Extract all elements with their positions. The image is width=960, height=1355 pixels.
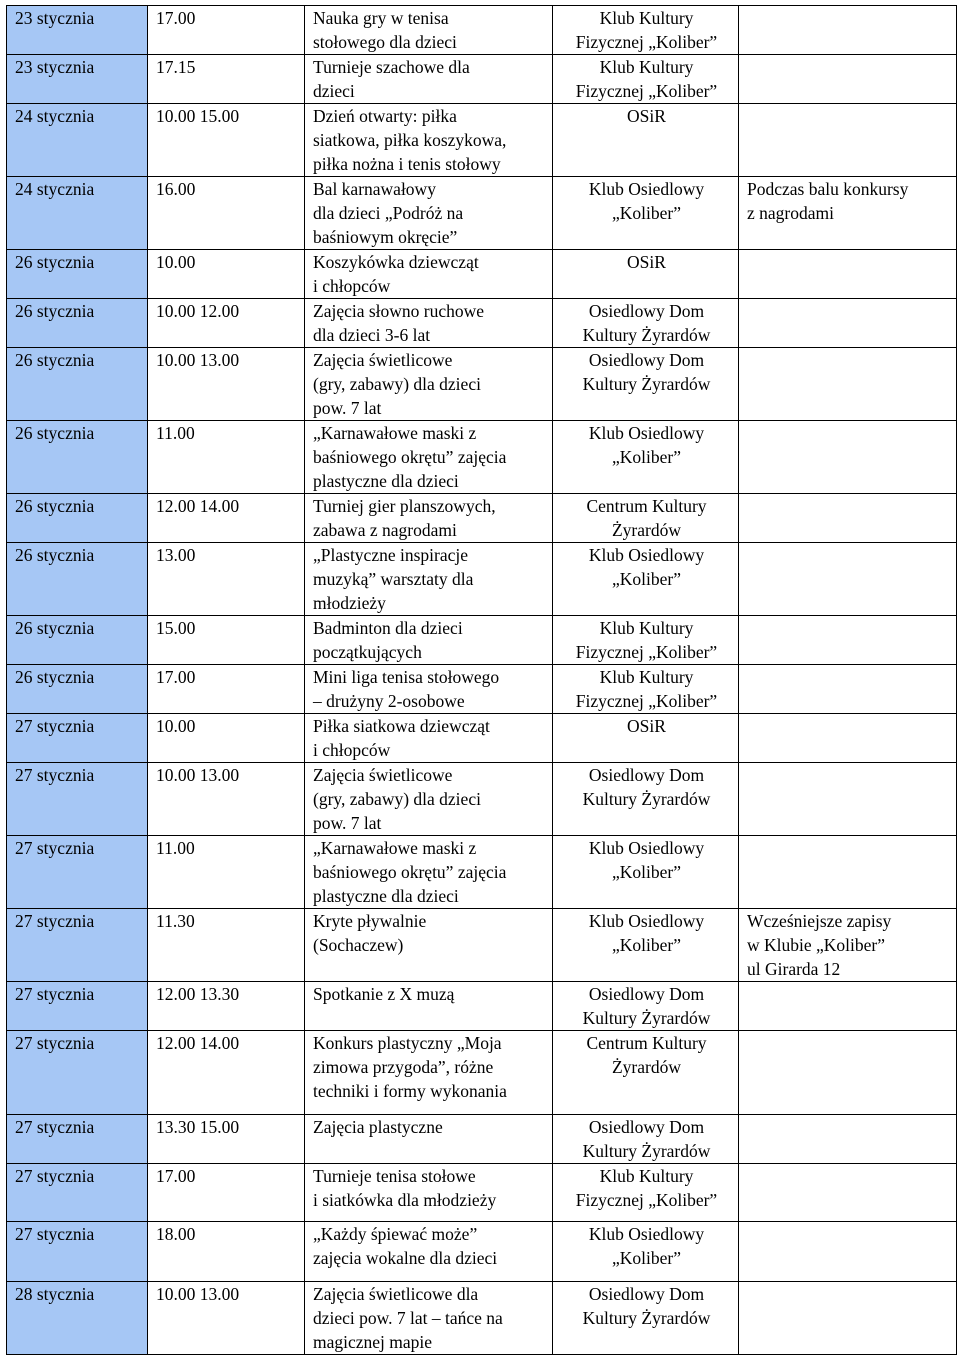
event-time-cell bbox=[148, 348, 305, 421]
event-notes-cell bbox=[739, 763, 957, 836]
event-notes-cell bbox=[739, 104, 957, 177]
event-date-cell bbox=[7, 982, 148, 1031]
event-date-cell bbox=[7, 1164, 148, 1222]
event-date: 26 stycznia bbox=[15, 252, 95, 272]
table-row bbox=[7, 494, 957, 543]
event-time-cell bbox=[148, 763, 305, 836]
event-date-cell bbox=[7, 299, 148, 348]
event-venue: Klub Kultury Fizycznej „Koliber” bbox=[575, 618, 718, 662]
event-venue-cell bbox=[553, 299, 739, 348]
event-time: 11.30 bbox=[156, 911, 195, 931]
event-date-cell bbox=[7, 250, 148, 299]
event-notes-cell bbox=[739, 1031, 957, 1115]
event-notes-cell bbox=[739, 421, 957, 494]
event-description: Kryte pływalnie (Sochaczew) bbox=[313, 911, 427, 955]
event-description: Zajęcia świetlicowe (gry, zabawy) dla dzieci pow. 7 lat bbox=[313, 765, 481, 833]
event-notes-cell bbox=[739, 1222, 957, 1282]
event-description: Bal karnawałowy dla dzieci „Podróż na baśniowym okręcie” bbox=[313, 179, 464, 247]
event-venue-cell bbox=[553, 421, 739, 494]
event-venue-cell bbox=[553, 1164, 739, 1222]
event-venue: Osiedlowy Dom Kultury Żyrardów bbox=[582, 984, 711, 1028]
table-row bbox=[7, 1115, 957, 1164]
event-notes-cell bbox=[739, 6, 957, 55]
event-venue-cell bbox=[553, 494, 739, 543]
event-date: 27 stycznia bbox=[15, 1166, 95, 1186]
table-row bbox=[7, 616, 957, 665]
event-notes-cell bbox=[739, 665, 957, 714]
event-description-cell bbox=[305, 494, 553, 543]
table-row bbox=[7, 714, 957, 763]
event-description: Zajęcia słowno ruchowe dla dzieci 3-6 lat bbox=[313, 301, 485, 345]
event-time: 13.00 bbox=[156, 545, 196, 565]
event-description: Turnieje tenisa stołowe i siatkówka dla młodzieży bbox=[313, 1166, 497, 1210]
event-description-cell bbox=[305, 763, 553, 836]
event-notes-cell bbox=[739, 1282, 957, 1355]
event-time: 17.00 bbox=[156, 667, 196, 687]
event-description: Zajęcia świetlicowe (gry, zabawy) dla dzieci pow. 7 lat bbox=[313, 350, 481, 418]
event-date-cell bbox=[7, 1282, 148, 1355]
event-notes-cell bbox=[739, 348, 957, 421]
event-time: 16.00 bbox=[156, 179, 196, 199]
event-venue: Klub Osiedlowy „Koliber” bbox=[588, 1224, 705, 1268]
table-row bbox=[7, 1222, 957, 1282]
table-row bbox=[7, 1164, 957, 1222]
event-description-cell bbox=[305, 250, 553, 299]
event-date-cell bbox=[7, 763, 148, 836]
event-venue: Klub Osiedlowy „Koliber” bbox=[588, 423, 705, 467]
event-venue: OSiR bbox=[627, 716, 666, 736]
event-date: 27 stycznia bbox=[15, 911, 95, 931]
event-date: 23 stycznia bbox=[15, 8, 95, 28]
event-description: Turniej gier planszowych, zabawa z nagrodami bbox=[313, 496, 496, 540]
event-notes-cell bbox=[739, 55, 957, 104]
event-time: 11.00 bbox=[156, 838, 195, 858]
event-description-cell bbox=[305, 299, 553, 348]
event-description-cell bbox=[305, 616, 553, 665]
event-venue-cell bbox=[553, 665, 739, 714]
event-date: 26 stycznia bbox=[15, 496, 95, 516]
event-time-cell bbox=[148, 1115, 305, 1164]
event-description-cell bbox=[305, 1282, 553, 1355]
event-venue: Osiedlowy Dom Kultury Żyrardów bbox=[582, 765, 711, 809]
event-time-cell bbox=[148, 1222, 305, 1282]
event-description-cell bbox=[305, 665, 553, 714]
event-venue: Klub Osiedlowy „Koliber” bbox=[588, 838, 705, 882]
event-time-cell bbox=[148, 1282, 305, 1355]
event-venue-cell bbox=[553, 763, 739, 836]
table-row bbox=[7, 250, 957, 299]
event-venue-cell bbox=[553, 250, 739, 299]
event-date-cell bbox=[7, 1222, 148, 1282]
event-date-cell bbox=[7, 543, 148, 616]
event-description-cell bbox=[305, 543, 553, 616]
event-notes-cell bbox=[739, 543, 957, 616]
event-time-cell bbox=[148, 250, 305, 299]
event-venue: Klub Osiedlowy „Koliber” bbox=[588, 911, 705, 955]
event-notes: Wcześniejsze zapisy w Klubie „Koliber” ul Girarda 12 bbox=[747, 911, 892, 979]
event-date-cell bbox=[7, 616, 148, 665]
event-date-cell bbox=[7, 1031, 148, 1115]
event-description: Nauka gry w tenisa stołowego dla dzieci bbox=[313, 8, 457, 52]
event-date: 26 stycznia bbox=[15, 667, 95, 687]
event-date: 26 stycznia bbox=[15, 423, 95, 443]
table-row bbox=[7, 348, 957, 421]
event-description: Konkurs plastyczny „Moja zimowa przygoda”, różne techniki i formy wykonania bbox=[313, 1033, 507, 1101]
event-date: 26 stycznia bbox=[15, 545, 95, 565]
event-date-cell bbox=[7, 177, 148, 250]
event-time-cell bbox=[148, 494, 305, 543]
event-time: 11.00 bbox=[156, 423, 195, 443]
table-row bbox=[7, 421, 957, 494]
event-description: Zajęcia plastyczne bbox=[313, 1117, 443, 1137]
event-time-cell bbox=[148, 1164, 305, 1222]
event-venue-cell bbox=[553, 1031, 739, 1115]
event-description: Badminton dla dzieci początkujących bbox=[313, 618, 463, 662]
event-description: „Plastyczne inspiracje muzyką” warsztaty dla młodzieży bbox=[313, 545, 474, 613]
event-description-cell bbox=[305, 55, 553, 104]
event-venue-cell bbox=[553, 714, 739, 763]
table-row bbox=[7, 836, 957, 909]
event-time-cell bbox=[148, 982, 305, 1031]
event-description: „Karnawałowe maski z baśniowego okrętu” zajęcia plastyczne dla dzieci bbox=[313, 838, 507, 906]
event-date: 27 stycznia bbox=[15, 1033, 95, 1053]
event-time: 10.00 bbox=[156, 716, 196, 736]
event-venue-cell bbox=[553, 348, 739, 421]
table-row bbox=[7, 1031, 957, 1115]
event-venue-cell bbox=[553, 55, 739, 104]
event-venue: Klub Kultury Fizycznej „Koliber” bbox=[575, 1166, 718, 1210]
event-time-cell bbox=[148, 665, 305, 714]
table-row bbox=[7, 104, 957, 177]
event-description-cell bbox=[305, 1031, 553, 1115]
event-time-cell bbox=[148, 177, 305, 250]
event-time: 13.30 15.00 bbox=[156, 1117, 240, 1137]
event-description-cell bbox=[305, 348, 553, 421]
event-time: 10.00 13.00 bbox=[156, 765, 240, 785]
table-row bbox=[7, 299, 957, 348]
event-notes-cell bbox=[739, 714, 957, 763]
event-date: 23 stycznia bbox=[15, 57, 95, 77]
event-venue: OSiR bbox=[627, 106, 666, 126]
event-description-cell bbox=[305, 177, 553, 250]
event-notes-cell bbox=[739, 1115, 957, 1164]
event-venue: Klub Osiedlowy „Koliber” bbox=[588, 179, 705, 223]
event-date-cell bbox=[7, 1115, 148, 1164]
event-time-cell bbox=[148, 6, 305, 55]
event-description: Piłka siatkowa dziewcząt i chłopców bbox=[313, 716, 490, 760]
event-description-cell bbox=[305, 836, 553, 909]
event-venue-cell bbox=[553, 982, 739, 1031]
event-time: 17.15 bbox=[156, 57, 196, 77]
event-date: 26 stycznia bbox=[15, 301, 95, 321]
event-notes-cell bbox=[739, 982, 957, 1031]
event-description: Mini liga tenisa stołowego – drużyny 2-osobowe bbox=[313, 667, 500, 711]
event-time: 18.00 bbox=[156, 1224, 196, 1244]
event-description-cell bbox=[305, 6, 553, 55]
event-date-cell bbox=[7, 55, 148, 104]
event-description-cell bbox=[305, 909, 553, 982]
event-time: 10.00 13.00 bbox=[156, 1284, 240, 1304]
event-date: 26 stycznia bbox=[15, 350, 95, 370]
event-description-cell bbox=[305, 1115, 553, 1164]
event-time-cell bbox=[148, 299, 305, 348]
event-description: Koszykówka dziewcząt i chłopców bbox=[313, 252, 479, 296]
event-venue: Osiedlowy Dom Kultury Żyrardów bbox=[582, 301, 711, 345]
event-venue-cell bbox=[553, 543, 739, 616]
event-venue-cell bbox=[553, 177, 739, 250]
event-date-cell bbox=[7, 714, 148, 763]
event-notes-cell bbox=[739, 299, 957, 348]
event-description-cell bbox=[305, 104, 553, 177]
event-time: 17.00 bbox=[156, 8, 196, 28]
event-date-cell bbox=[7, 6, 148, 55]
event-time: 17.00 bbox=[156, 1166, 196, 1186]
event-schedule-table bbox=[6, 5, 957, 1355]
event-description-cell bbox=[305, 421, 553, 494]
event-date: 27 stycznia bbox=[15, 1224, 95, 1244]
event-time: 10.00 13.00 bbox=[156, 350, 240, 370]
event-venue: Klub Kultury Fizycznej „Koliber” bbox=[575, 57, 718, 101]
event-description: Turnieje szachowe dla dzieci bbox=[313, 57, 470, 101]
event-description: „Karnawałowe maski z baśniowego okrętu” zajęcia plastyczne dla dzieci bbox=[313, 423, 507, 491]
event-venue: Klub Kultury Fizycznej „Koliber” bbox=[575, 8, 718, 52]
event-venue-cell bbox=[553, 104, 739, 177]
event-venue-cell bbox=[553, 1222, 739, 1282]
event-time-cell bbox=[148, 543, 305, 616]
event-time-cell bbox=[148, 836, 305, 909]
event-time-cell bbox=[148, 909, 305, 982]
table-row bbox=[7, 6, 957, 55]
event-description: Zajęcia świetlicowe dla dzieci pow. 7 lat – tańce na magicznej mapie bbox=[313, 1284, 503, 1352]
event-notes: Podczas balu konkursy z nagrodami bbox=[747, 179, 909, 223]
event-notes-cell bbox=[739, 616, 957, 665]
event-date: 28 stycznia bbox=[15, 1284, 95, 1304]
event-venue: Centrum Kultury Żyrardów bbox=[586, 1033, 707, 1077]
table-row bbox=[7, 909, 957, 982]
event-description-cell bbox=[305, 982, 553, 1031]
event-date-cell bbox=[7, 494, 148, 543]
table-row bbox=[7, 763, 957, 836]
event-time: 10.00 15.00 bbox=[156, 106, 240, 126]
event-date-cell bbox=[7, 348, 148, 421]
event-notes-cell bbox=[739, 494, 957, 543]
event-description: „Każdy śpiewać może” zajęcia wokalne dla dzieci bbox=[313, 1224, 498, 1268]
event-description: Spotkanie z X muzą bbox=[313, 984, 455, 1004]
event-description-cell bbox=[305, 1222, 553, 1282]
event-time-cell bbox=[148, 616, 305, 665]
event-time-cell bbox=[148, 421, 305, 494]
event-venue-cell bbox=[553, 6, 739, 55]
event-venue: Klub Kultury Fizycznej „Koliber” bbox=[575, 667, 718, 711]
event-time-cell bbox=[148, 104, 305, 177]
event-time: 12.00 13.30 bbox=[156, 984, 240, 1004]
event-date: 27 stycznia bbox=[15, 984, 95, 1004]
event-time-cell bbox=[148, 1031, 305, 1115]
event-venue-cell bbox=[553, 909, 739, 982]
event-venue: Osiedlowy Dom Kultury Żyrardów bbox=[582, 1117, 711, 1161]
event-venue-cell bbox=[553, 1115, 739, 1164]
event-time: 15.00 bbox=[156, 618, 196, 638]
table-row bbox=[7, 982, 957, 1031]
event-notes-cell bbox=[739, 177, 957, 250]
event-venue: OSiR bbox=[627, 252, 666, 272]
event-time: 10.00 bbox=[156, 252, 196, 272]
event-date-cell bbox=[7, 104, 148, 177]
event-date-cell bbox=[7, 421, 148, 494]
table-row bbox=[7, 1282, 957, 1355]
event-time: 12.00 14.00 bbox=[156, 496, 240, 516]
event-date: 24 stycznia bbox=[15, 179, 95, 199]
event-time-cell bbox=[148, 714, 305, 763]
event-venue-cell bbox=[553, 1282, 739, 1355]
event-venue: Centrum Kultury Żyrardów bbox=[586, 496, 707, 540]
event-description-cell bbox=[305, 714, 553, 763]
event-date: 24 stycznia bbox=[15, 106, 95, 126]
event-time-cell bbox=[148, 55, 305, 104]
event-date: 27 stycznia bbox=[15, 765, 95, 785]
event-date: 27 stycznia bbox=[15, 1117, 95, 1137]
event-notes-cell bbox=[739, 250, 957, 299]
event-date: 27 stycznia bbox=[15, 716, 95, 736]
event-description-cell bbox=[305, 1164, 553, 1222]
event-date: 27 stycznia bbox=[15, 838, 95, 858]
event-notes-cell bbox=[739, 1164, 957, 1222]
table-row bbox=[7, 55, 957, 104]
event-notes-cell bbox=[739, 836, 957, 909]
event-date: 26 stycznia bbox=[15, 618, 95, 638]
event-venue: Osiedlowy Dom Kultury Żyrardów bbox=[582, 1284, 711, 1328]
event-date-cell bbox=[7, 665, 148, 714]
table-row bbox=[7, 177, 957, 250]
event-venue: Osiedlowy Dom Kultury Żyrardów bbox=[582, 350, 711, 394]
table-row bbox=[7, 665, 957, 714]
event-date-cell bbox=[7, 836, 148, 909]
event-date-cell bbox=[7, 909, 148, 982]
event-time: 10.00 12.00 bbox=[156, 301, 240, 321]
event-venue: Klub Osiedlowy „Koliber” bbox=[588, 545, 705, 589]
schedule-body bbox=[7, 6, 957, 1355]
event-venue-cell bbox=[553, 616, 739, 665]
event-description: Dzień otwarty: piłka siatkowa, piłka koszykowa, piłka nożna i tenis stołowy bbox=[313, 106, 507, 174]
event-time: 12.00 14.00 bbox=[156, 1033, 240, 1053]
event-notes-cell bbox=[739, 909, 957, 982]
table-row bbox=[7, 543, 957, 616]
event-venue-cell bbox=[553, 836, 739, 909]
